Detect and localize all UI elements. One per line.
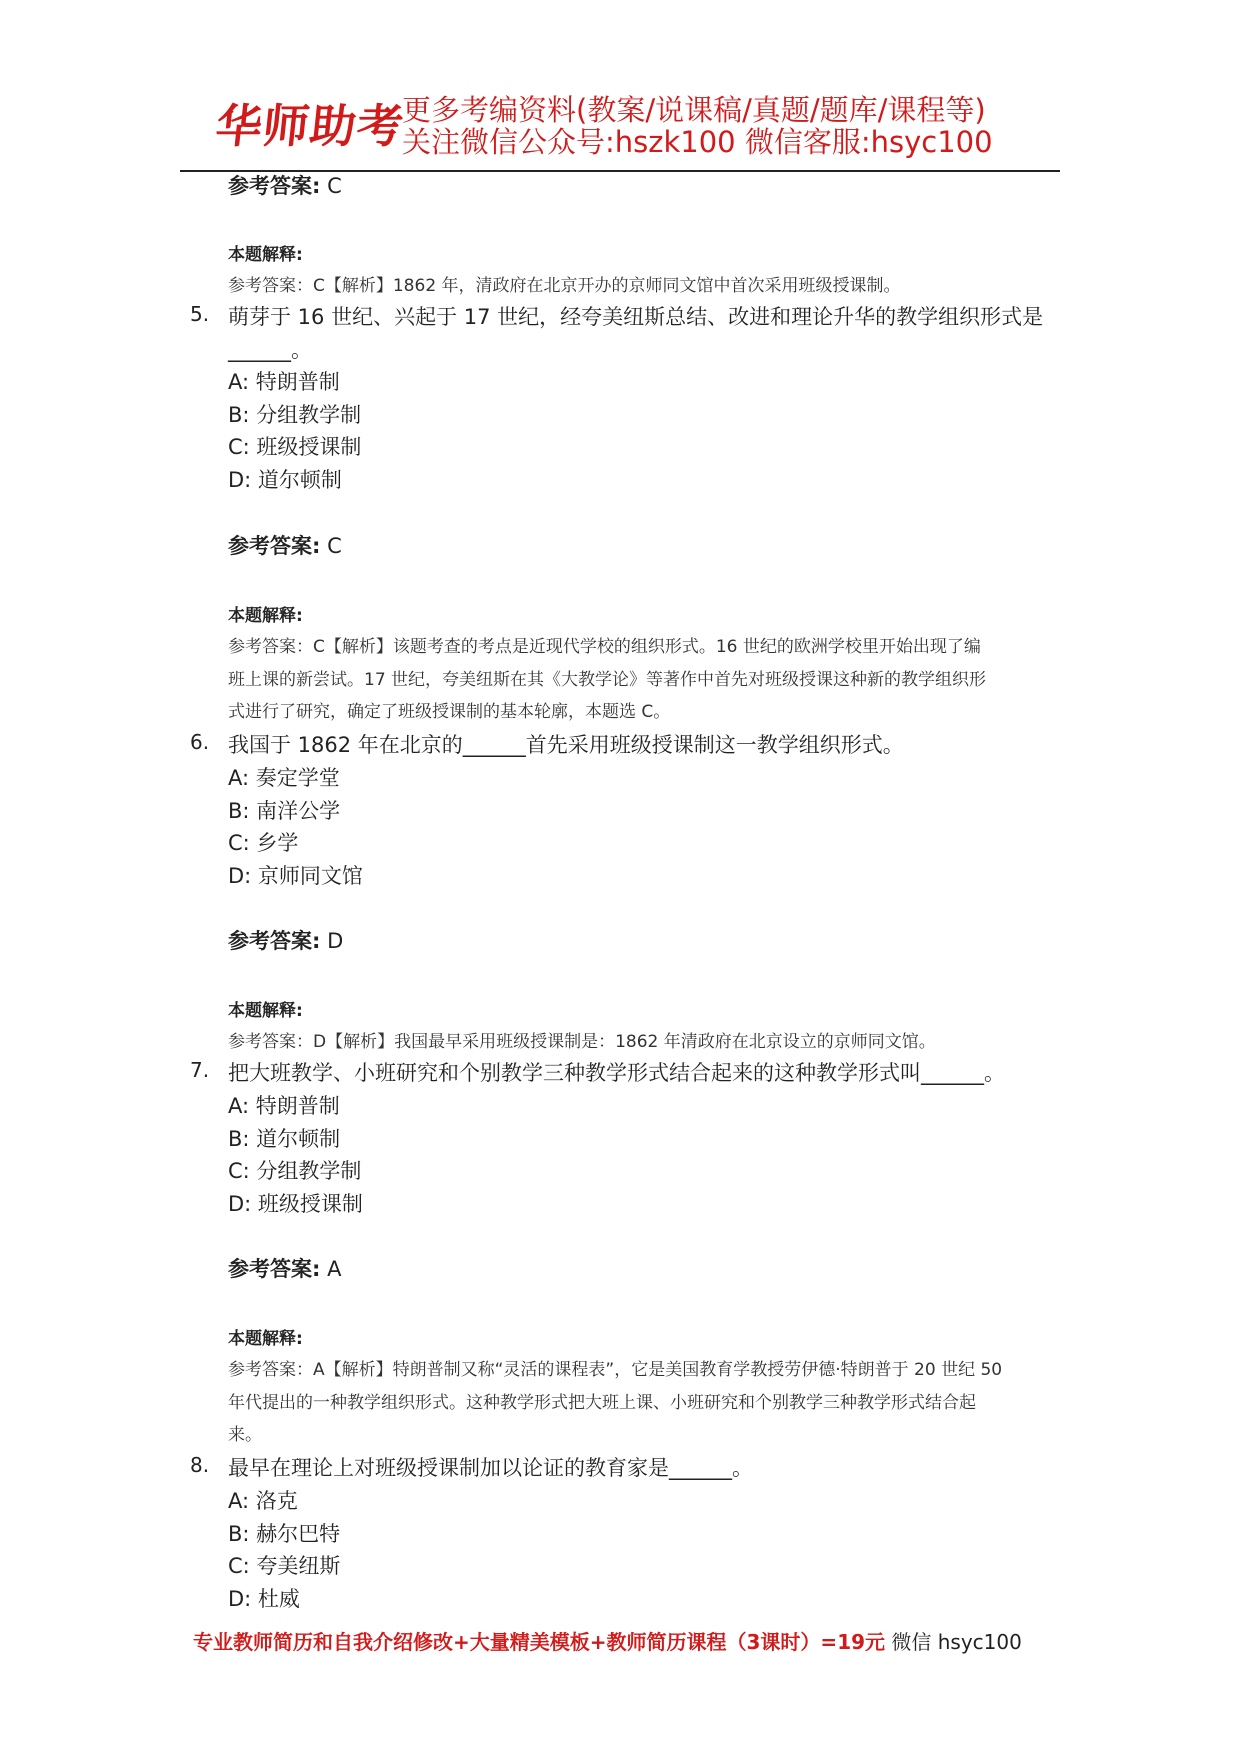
option-b: B: 道尔顿制: [228, 1127, 341, 1151]
option-b: B: 赫尔巴特: [228, 1522, 341, 1546]
header-tagline: 更多考编资料(教案/说课稿/真题/题库/课程等): [402, 93, 986, 127]
answer-value: C: [327, 534, 342, 558]
answer-label: 参考答案:: [228, 174, 321, 198]
option-a: A: 洛克: [228, 1489, 298, 1513]
page-footer: [193, 1626, 1022, 1655]
explanation-line: 班上课的新尝试。17 世纪，夸美纽斯在其《大教学论》等著作中首先对班级授课这种新的教学组织形: [228, 670, 987, 690]
answer-label: 参考答案:: [228, 929, 321, 953]
question-number: 6.: [190, 730, 210, 754]
option-c: C: 分组教学制: [228, 1159, 362, 1183]
explanation-line: 参考答案：A【解析】特朗普制又称“灵活的课程表”，它是美国教育学教授劳伊德·特朗普于 20 世纪 50: [228, 1360, 1003, 1380]
option-a: A: 奏定学堂: [228, 766, 340, 790]
footer-promo: 专业教师简历和自我介绍修改+大量精美模板+教师简历课程（3课时）=19元: [193, 1630, 886, 1654]
question-text: 我国于 1862 年在北京的______首先采用班级授课制这一教学组织形式。: [228, 733, 904, 757]
explanation-title: 本题解释:: [228, 245, 303, 265]
option-d: D: 京师同文馆: [228, 864, 363, 888]
page-header: [180, 92, 1060, 172]
question-text: ______。: [228, 338, 312, 362]
answer-row: [228, 1253, 341, 1283]
answer-label: 参考答案:: [228, 1257, 321, 1281]
question-text: 最早在理论上对班级授课制加以论证的教育家是______。: [228, 1456, 753, 1480]
explanation-title: 本题解释:: [228, 1001, 303, 1021]
explanation-line: 参考答案：D【解析】我国最早采用班级授课制是：1862 年清政府在北京设立的京师同文馆。: [228, 1032, 936, 1052]
option-a: A: 特朗普制: [228, 1094, 340, 1118]
answer-row: [228, 925, 343, 955]
question-number: 5.: [190, 302, 210, 326]
answer-label: 参考答案:: [228, 534, 321, 558]
explanation-title: 本题解释:: [228, 1329, 303, 1349]
explanation-title: 本题解释:: [228, 606, 303, 626]
explanation-line: 式进行了研究，确定了班级授课制的基本轮廓，本题选 C。: [228, 702, 671, 722]
question-text: 把大班教学、小班研究和个别教学三种教学形式结合起来的这种教学形式叫______。: [228, 1061, 1005, 1085]
question-text: 萌芽于 16 世纪、兴起于 17 世纪，经夸美纽斯总结、改进和理论升华的教学组织形式是: [228, 305, 1044, 329]
option-b: B: 分组教学制: [228, 403, 362, 427]
answer-value: D: [327, 929, 344, 953]
option-d: D: 杜威: [228, 1587, 300, 1611]
header-contact: 关注微信公众号:hszk100 微信客服:hsyc100: [402, 125, 993, 159]
option-c: C: 夸美纽斯: [228, 1554, 341, 1578]
option-a: A: 特朗普制: [228, 370, 340, 394]
option-c: C: 班级授课制: [228, 435, 362, 459]
explanation-line: 来。: [228, 1425, 262, 1445]
answer-value: C: [327, 174, 342, 198]
footer-contact: 微信 hsyc100: [885, 1630, 1022, 1654]
question-number: 8.: [190, 1453, 210, 1477]
answer-row: [228, 530, 342, 560]
explanation-line: 参考答案：C【解析】1862 年，清政府在北京开办的京师同文馆中首次采用班级授课制。: [228, 276, 901, 296]
explanation-line: 年代提出的一种教学组织形式。这种教学形式把大班上课、小班研究和个别教学三种教学形式结合起: [228, 1393, 976, 1413]
option-c: C: 乡学: [228, 831, 299, 855]
explanation-line: 参考答案：C【解析】该题考查的考点是近现代学校的组织形式。16 世纪的欧洲学校里开始出现了编: [228, 637, 981, 657]
answer-row: [228, 170, 342, 200]
brand-logo: 华师助考: [213, 99, 407, 153]
option-d: D: 道尔顿制: [228, 468, 342, 492]
option-b: B: 南洋公学: [228, 799, 341, 823]
option-d: D: 班级授课制: [228, 1192, 363, 1216]
answer-value: A: [327, 1257, 342, 1281]
question-number: 7.: [190, 1058, 210, 1082]
